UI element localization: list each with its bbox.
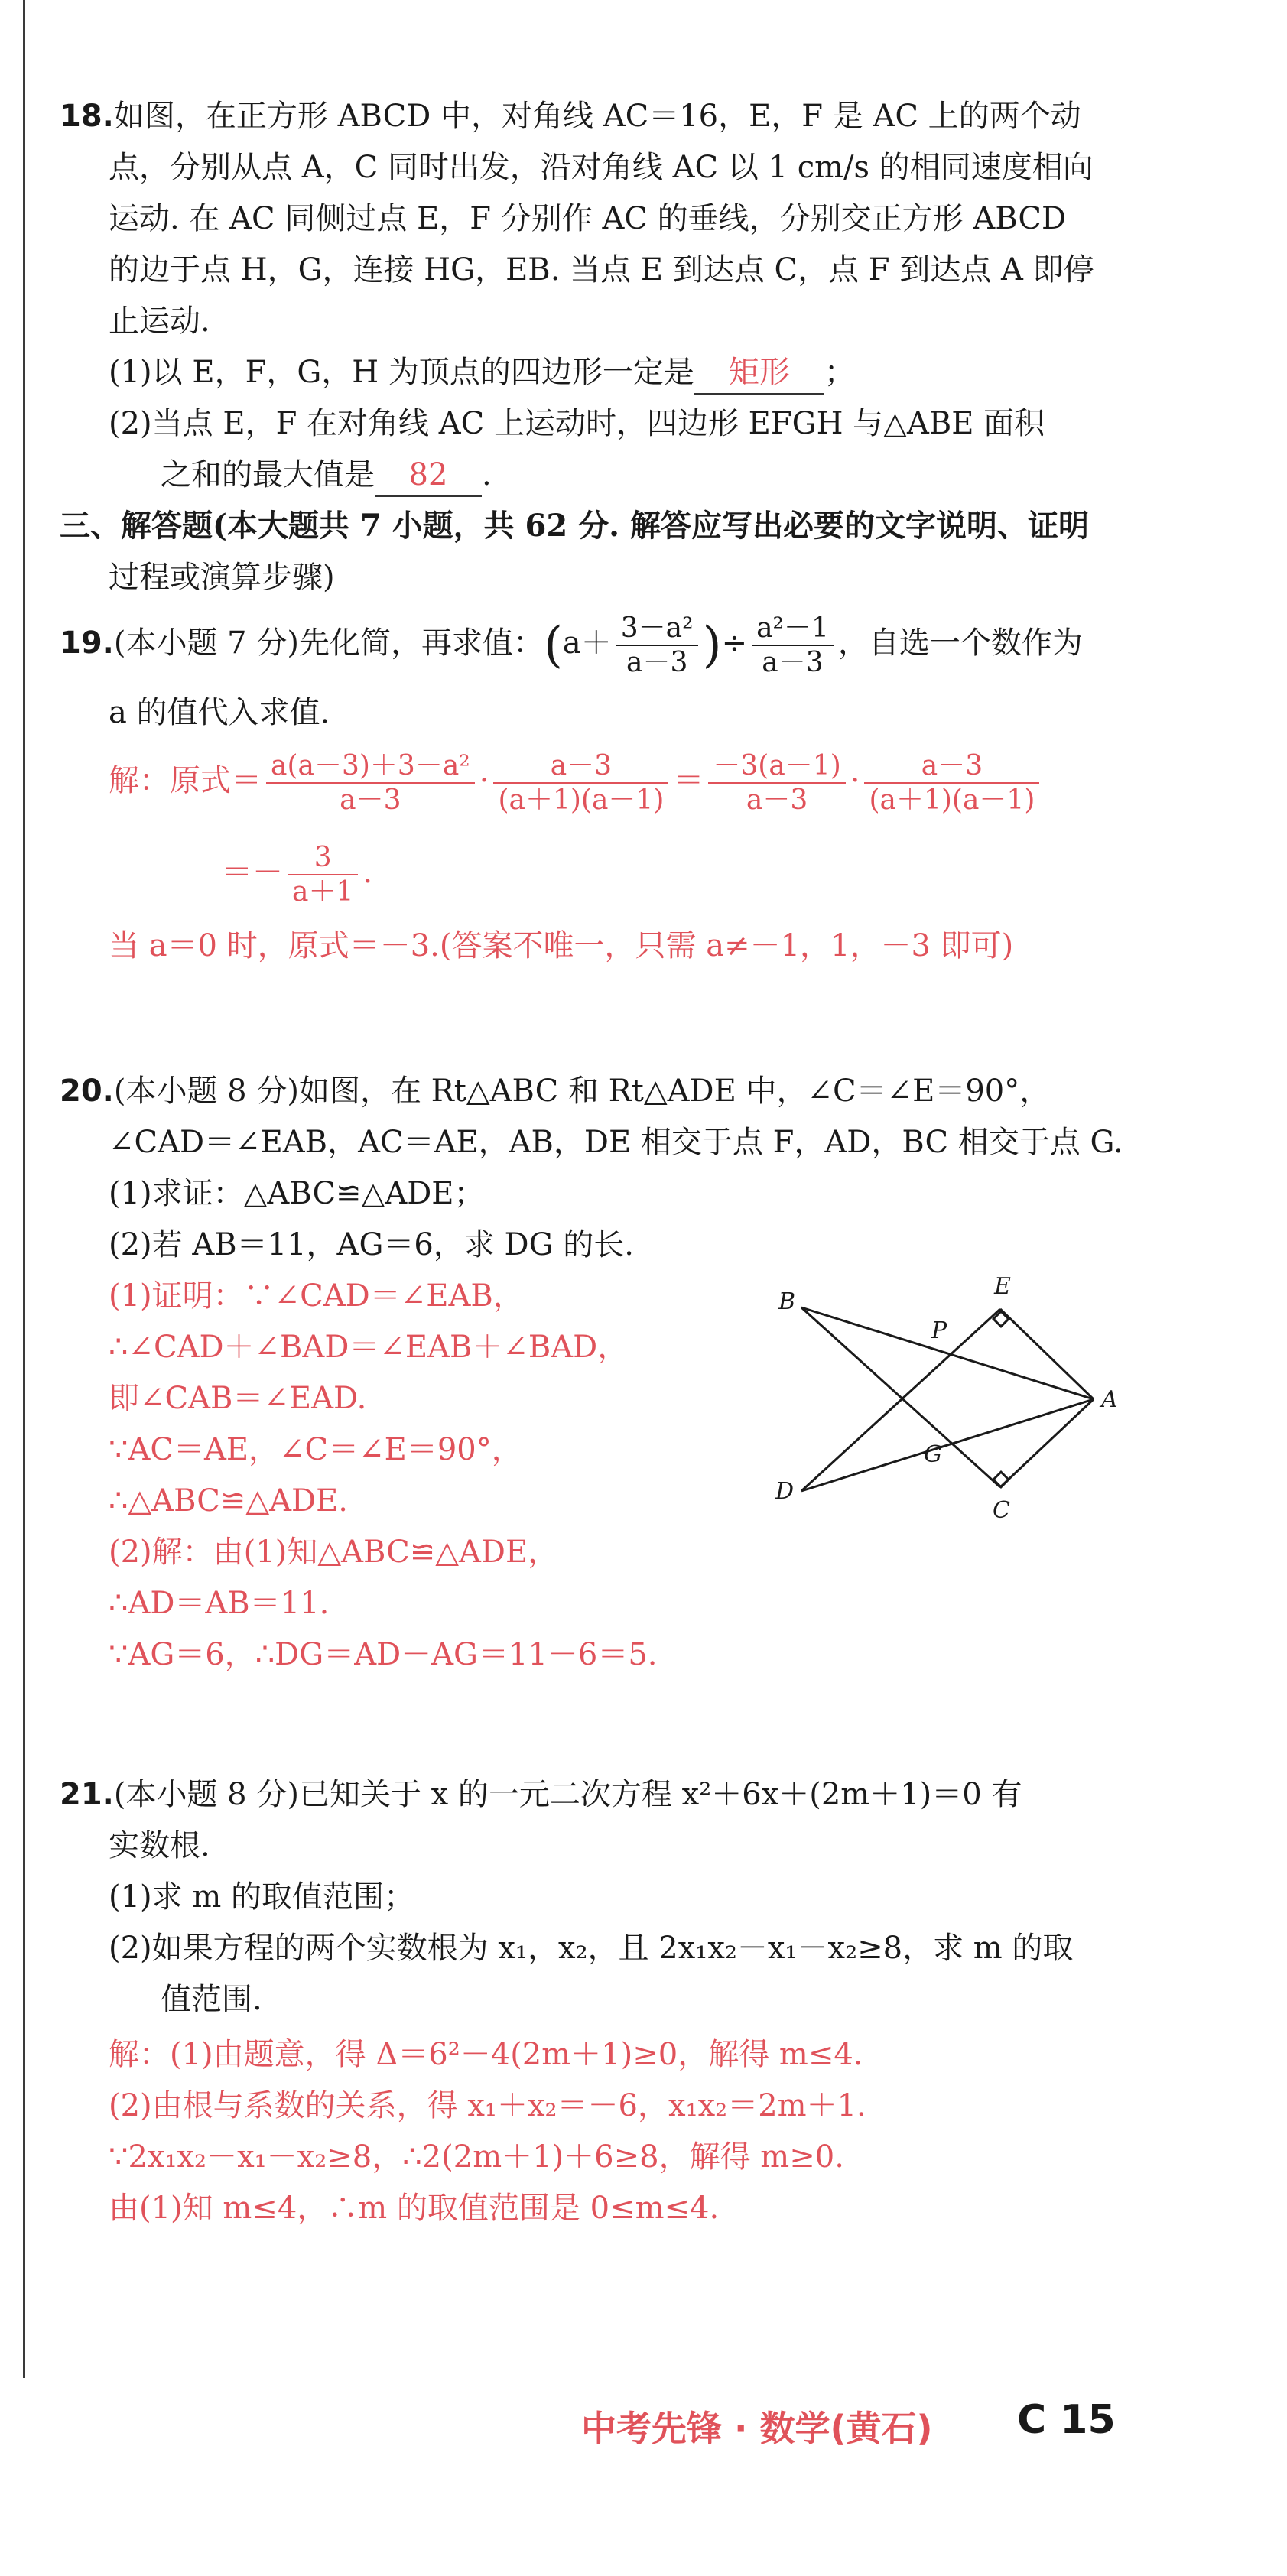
q19-sf1-numerator: a(a－3)＋3－a² xyxy=(266,749,475,784)
q18-text-1: 如图，在正方形 ABCD 中，对角线 AC＝16，E，F 是 AC 上的两个动 xyxy=(113,99,1081,134)
segment-DE xyxy=(801,1309,1000,1491)
q19-f1-denominator: a－3 xyxy=(626,647,688,679)
label-E: E xyxy=(994,1273,1011,1300)
q19-sol-fraction-5 xyxy=(288,841,358,908)
q19-fraction-2 xyxy=(752,612,834,679)
q19-number: 19. xyxy=(60,625,114,661)
q19-sf5-denominator: a＋1 xyxy=(292,876,354,908)
q20-solution-2: ∴∠CAD＋∠BAD＝∠EAB＋∠BAD， xyxy=(109,1330,629,1365)
q19-a-plus: a＋ xyxy=(562,625,612,661)
q19-sf1-denominator: a－3 xyxy=(340,784,401,817)
q20-solution-4: ∵AC＝AE，∠C＝∠E＝90°， xyxy=(109,1432,522,1467)
q19-solution-prefix: 解：原式＝ xyxy=(109,763,262,799)
q20-solution-6: (2)解：由(1)知△ABC≌△ADE， xyxy=(109,1535,559,1570)
q19-sf2-numerator: a－3 xyxy=(493,749,668,784)
q21-number: 21. xyxy=(60,1777,114,1812)
q18-line-4: 的边于点 H，G，连接 HG，EB. 当点 E 到达点 C，点 F 到达点 A 即停 xyxy=(109,252,1094,287)
q18-number: 18. xyxy=(60,99,114,134)
q20-solution-3: 即∠CAB＝∠EAD. xyxy=(109,1381,367,1416)
label-C: C xyxy=(993,1497,1010,1524)
q18-part1-text: (1)以 E，F，G，H 为顶点的四边形一定是 xyxy=(109,355,694,390)
q18-line-5: 止运动. xyxy=(109,304,210,339)
q19-sol-fraction-1 xyxy=(266,749,475,817)
q18-line-2: 点，分别从点 A，C 同时出发，沿对角线 AC 以 1 cm/s 的相同速度相向 xyxy=(109,150,1094,185)
q19-fraction-1 xyxy=(616,612,698,679)
label-A: A xyxy=(1101,1386,1118,1413)
q19-sol-fraction-4 xyxy=(864,749,1039,817)
segment-BA xyxy=(801,1307,1094,1399)
q18-answer-2: 82 xyxy=(375,454,482,497)
q19-text-1: (本小题 7 分)先化简，再求值： xyxy=(113,625,544,661)
q20-part2: (2)若 AB＝11，AG＝6，求 DG 的长. xyxy=(109,1227,635,1262)
margin-rule xyxy=(23,0,25,2378)
q19-dot-2: · xyxy=(850,763,860,799)
label-P: P xyxy=(931,1317,947,1344)
q19-solution-line-1 xyxy=(109,749,1044,817)
segment-CA xyxy=(1000,1399,1094,1487)
q21-line-2: 实数根. xyxy=(109,1828,210,1863)
q19-sf4-numerator: a－3 xyxy=(864,749,1039,784)
q21-solution-4: 由(1)知 m≤4，∴m 的取值范围是 0≤m≤4. xyxy=(109,2191,720,2226)
q19-dot-1: · xyxy=(479,763,489,799)
page-number: C 15 xyxy=(1017,2397,1116,2443)
q19-sf5-numerator: 3 xyxy=(288,841,358,875)
q18-answer-1: 矩形 xyxy=(694,352,824,395)
q21-part2-line-2: 值范围. xyxy=(161,1982,262,2017)
label-B: B xyxy=(778,1288,796,1315)
q21-part2-line-1: (2)如果方程的两个实数根为 x₁，x₂，且 2x₁x₂－x₁－x₂≥8，求 m 的取 xyxy=(109,1931,1074,1966)
q21-solution-1: 解：(1)由题意，得 Δ＝6²－4(2m＋1)≥0，解得 m≤4. xyxy=(109,2037,863,2072)
q19-sol-fraction-3 xyxy=(708,749,845,817)
q19-solution-line-3: 当 a＝0 时，原式＝－3.(答案不唯一，只需 a≠－1，1，－3 即可) xyxy=(109,928,1014,963)
q19-left-paren: ( xyxy=(543,616,563,674)
label-G: G xyxy=(924,1441,942,1468)
q20-solution-5: ∴△ABC≌△ADE. xyxy=(109,1483,348,1519)
q21-line-1 xyxy=(60,1774,1022,1815)
q19-sf4-denominator: (a＋1)(a－1) xyxy=(869,784,1035,817)
q20-solution-1: (1)证明：∵∠CAD＝∠EAB， xyxy=(109,1278,524,1314)
q19-sf3-denominator: a－3 xyxy=(746,784,808,817)
q19-f2-numerator: a²－1 xyxy=(752,612,834,646)
q18-part2-end: . xyxy=(482,457,492,492)
q18-part2-line-2 xyxy=(161,454,492,497)
q21-text-1: (本小题 8 分)已知关于 x 的一元二次方程 x²＋6x＋(2m＋1)＝0 有 xyxy=(113,1777,1022,1812)
q20-solution-7: ∴AD＝AB＝11. xyxy=(109,1586,330,1621)
q19-line-1 xyxy=(60,612,1083,679)
q20-line-1 xyxy=(60,1070,1050,1112)
q19-sf2-denominator: (a＋1)(a－1) xyxy=(498,784,665,817)
q19-equals: ＝ xyxy=(673,763,704,799)
q19-f2-denominator: a－3 xyxy=(762,647,824,679)
q20-line-2: ∠CAD＝∠EAB，AC＝AE，AB，DE 相交于点 F，AD，BC 相交于点 G. xyxy=(109,1125,1123,1160)
q18-line-3: 运动. 在 AC 同侧过点 E，F 分别作 AC 的垂线，分别交正方形 ABCD xyxy=(109,201,1067,236)
q19-s2-prefix: ＝－ xyxy=(222,855,283,891)
segment-DA xyxy=(801,1399,1094,1491)
q21-part1: (1)求 m 的取值范围； xyxy=(109,1879,415,1915)
q20-text-1: (本小题 8 分)如图，在 Rt△ABC 和 Rt△ADE 中，∠C＝∠E＝90°， xyxy=(113,1074,1051,1109)
q18-part1 xyxy=(109,352,855,395)
label-D: D xyxy=(775,1478,795,1505)
q18-part2-line-1: (2)当点 E，F 在对角线 AC 上运动时，四边形 EFGH 与△ABE 面积 xyxy=(109,406,1045,441)
q20-geometry-figure xyxy=(765,1262,1132,1545)
q18-line-1 xyxy=(60,96,1081,137)
q19-line-2: a 的值代入求值. xyxy=(109,695,330,730)
q20-part1: (1)求证：△ABC≌△ADE； xyxy=(109,1176,485,1211)
q19-sol-fraction-2 xyxy=(493,749,668,817)
q20-number: 20. xyxy=(60,1074,114,1109)
section3-heading: 三、解答题(本大题共 7 小题，共 62 分. 解答应写出必要的文字说明、证明 xyxy=(60,508,1089,544)
q18-part2-text: 之和的最大值是 xyxy=(161,457,375,492)
section3-heading-2: 过程或演算步骤) xyxy=(109,560,335,595)
q19-text-2: ，自选一个数作为 xyxy=(837,625,1083,661)
q21-solution-2: (2)由根与系数的关系，得 x₁＋x₂＝－6，x₁x₂＝2m＋1. xyxy=(109,2088,866,2123)
q19-s2-end: . xyxy=(362,855,373,891)
q19-solution-line-2 xyxy=(222,841,372,908)
q20-solution-8: ∵AG＝6，∴DG＝AD－AG＝11－6＝5. xyxy=(109,1637,658,1672)
footer-brand: 中考先锋 · 数学(黄石) xyxy=(581,2408,933,2449)
q19-right-paren: ) xyxy=(702,616,722,674)
right-angle-C xyxy=(993,1472,1009,1487)
q18-part1-end: ； xyxy=(824,355,855,390)
q21-solution-3: ∵2x₁x₂－x₁－x₂≥8，∴2(2m＋1)＋6≥8，解得 m≥0. xyxy=(109,2139,844,2175)
q19-divide: ÷ xyxy=(721,625,748,661)
q19-f1-numerator: 3－a² xyxy=(616,612,698,646)
q19-sf3-numerator: －3(a－1) xyxy=(708,749,845,784)
